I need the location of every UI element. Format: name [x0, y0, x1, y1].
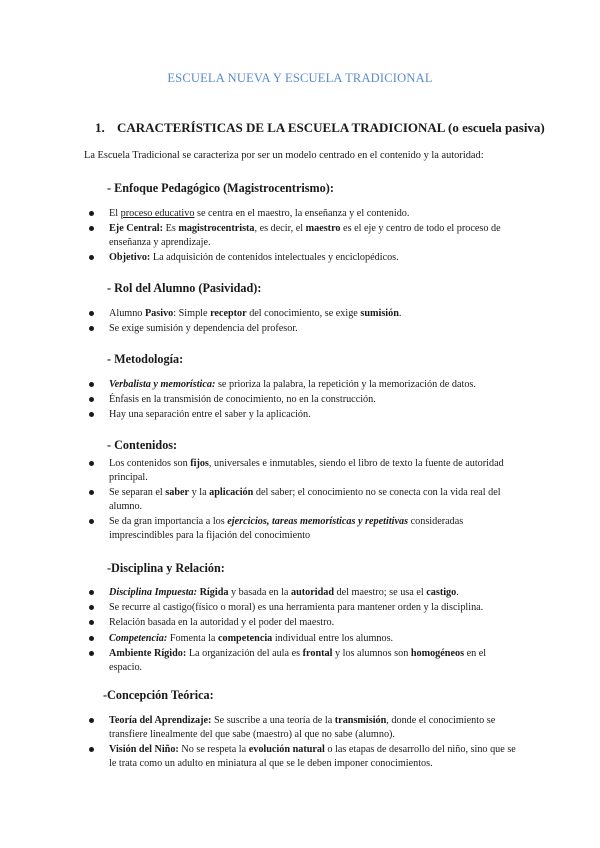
bullet-icon — [89, 311, 94, 316]
subheading-metodologia: - Metodología: — [107, 352, 184, 366]
list-item: Disciplina Impuesta: Rígida y basada en la autoridad del maestro; se usa el castigo. — [0, 586, 600, 600]
list-item: Objetivo: La adquisición de contenidos intelectuales y enciclopédicos. — [0, 251, 600, 265]
subheading-concepcion: -Concepción Teórica: — [103, 688, 214, 702]
list-rol — [0, 307, 600, 337]
bullet-icon — [89, 490, 94, 495]
list-item: Ambiente Rígido: La organización del aula es frontal y los alumnos son homogéneos en el espacio. — [0, 647, 600, 675]
bullet-icon — [89, 255, 94, 260]
subheading-enfoque: - Enfoque Pedagógico (Magistrocentrismo): — [107, 181, 334, 195]
bullet-icon — [89, 397, 94, 402]
list-item: Hay una separación entre el saber y la aplicación. — [0, 408, 600, 422]
bullet-icon — [89, 461, 94, 466]
list-item: Alumno Pasivo: Simple receptor del conocimiento, se exige sumisión. — [0, 307, 600, 321]
bullet-icon — [89, 651, 94, 656]
list-metodologia — [0, 378, 600, 424]
bullet-icon — [89, 412, 94, 417]
subheading-disciplina: -Disciplina y Relación: — [107, 561, 225, 575]
list-item: Énfasis en la transmisión de conocimiento, no en la construcción. — [0, 393, 600, 407]
list-item: Eje Central: Es magistrocentrista, es decir, el maestro es el eje y centro de todo el proceso de enseñanza y aprendizaje. — [0, 222, 600, 250]
intro-paragraph: La Escuela Tradicional se caracteriza por ser un modelo centrado en el contenido y la autoridad: — [84, 150, 484, 161]
bullet-icon — [89, 747, 94, 752]
list-item: Verbalista y memorística: se prioriza la palabra, la repetición y la memorización de datos. — [0, 378, 600, 392]
list-item: Se separan el saber y la aplicación del saber; el conocimiento no se conecta con la vida real del alumno. — [0, 486, 600, 514]
bullet-icon — [89, 519, 94, 524]
list-item: Relación basada en la autoridad y el poder del maestro. — [0, 616, 600, 630]
list-disciplina — [0, 586, 600, 676]
bullet-icon — [89, 636, 94, 641]
bullet-icon — [89, 211, 94, 216]
section-heading — [95, 120, 545, 136]
section-heading-text: CARACTERÍSTICAS DE LA ESCUELA TRADICIONAL (o escuela pasiva) — [117, 120, 545, 135]
bullet-icon — [89, 226, 94, 231]
document-title: ESCUELA NUEVA Y ESCUELA TRADICIONAL — [167, 71, 433, 85]
bullet-icon — [89, 718, 94, 723]
list-contenidos — [0, 457, 600, 545]
section-number: 1. — [95, 120, 105, 135]
list-item: Competencia: Fomenta la competencia individual entre los alumnos. — [0, 632, 600, 646]
list-concepcion — [0, 714, 600, 772]
list-enfoque — [0, 207, 600, 267]
list-item: Visión del Niño: No se respeta la evolución natural o las etapas de desarrollo del niño, sino que se le trata como un adulto en miniatura al que se le deben imponer conocimientos. — [0, 743, 600, 771]
subheading-contenidos: - Contenidos: — [107, 438, 178, 452]
bullet-icon — [89, 326, 94, 331]
list-item: El proceso educativo se centra en el maestro, la enseñanza y el contenido. — [0, 207, 600, 221]
bullet-icon — [89, 620, 94, 625]
list-item: Se exige sumisión y dependencia del profesor. — [0, 322, 600, 336]
subheading-rol: - Rol del Alumno (Pasividad): — [107, 281, 262, 295]
list-item: Los contenidos son fijos, universales e inmutables, siendo el libro de texto la fuente de autoridad principal. — [0, 457, 600, 485]
bullet-icon — [89, 605, 94, 610]
list-item: Se recurre al castigo(físico o moral) es una herramienta para mantener orden y la disciplina. — [0, 601, 600, 615]
bullet-icon — [89, 590, 94, 595]
list-item: Teoría del Aprendizaje: Se suscribe a una teoría de la transmisión, donde el conocimiento se transfiere linealmente del que sabe (maestro) al que no sabe (alumno). — [0, 714, 600, 742]
list-item: Se da gran importancia a los ejercicios, tareas memorísticas y repetitivas consideradas imprescindibles para la fijación del conocimiento — [0, 515, 600, 543]
bullet-icon — [89, 382, 94, 387]
